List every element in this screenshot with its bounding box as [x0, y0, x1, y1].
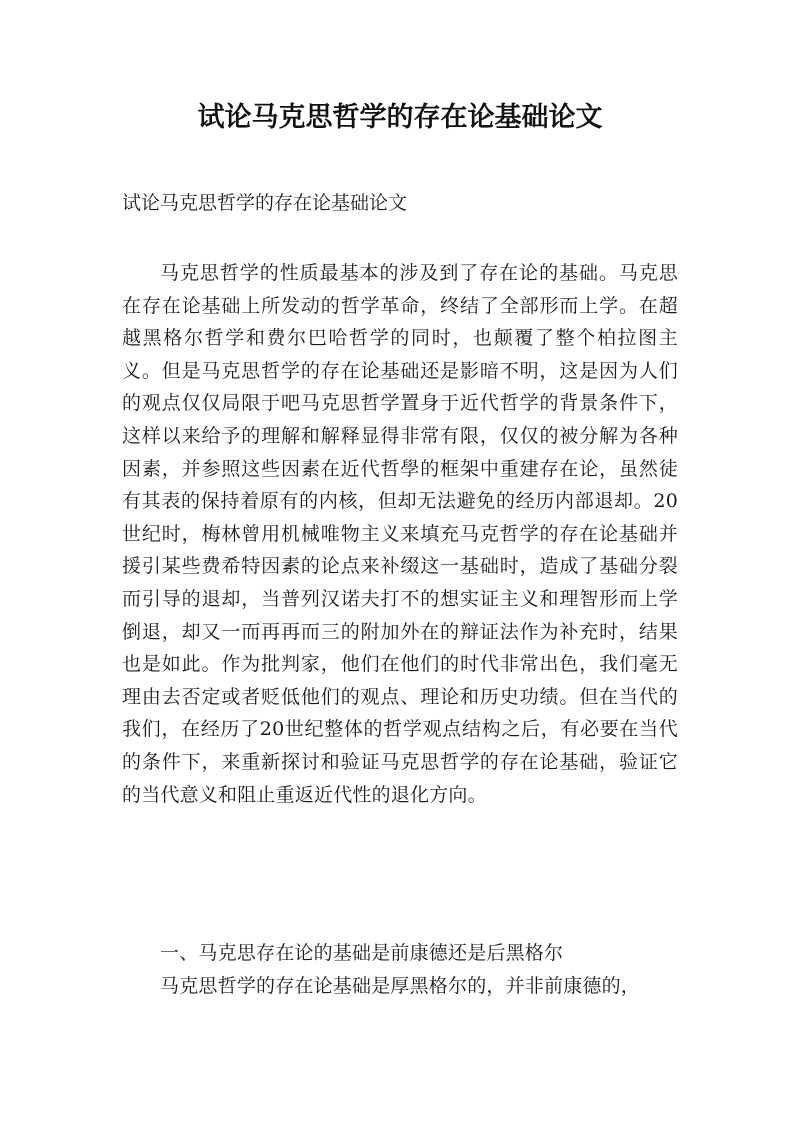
body-paragraph: 马克思哲学的性质最基本的涉及到了存在论的基础。马克思在存在论基础上所发动的哲学革命，终结了全部形而上学。在超越黑格尔哲学和费尔巴哈哲学的同时，也颠覆了整个柏拉图主义。但是马克思哲学的存在论基础还是影暗不明，这是因为人们的观点仅仅局限于吧马克思哲学置身于近代哲学的背景条件下，这样以来给予的理解和解释显得非常有限，仅仅的被分解为各种因素，并参照这些因素在近代哲學的框架中重建存在论，虽然徒有其表的保持着原有的内核，但却无法避免的经历内部退却。20世纪时，梅林曾用机械唯物主义来填充马克哲学的存在论基础并援引某些费希特因素的论点来补缀这一基础时，造成了基础分裂而引导的退却，当普列汉诺夫打不的想实证主义和理智形而上学倒退，却又一而再再而三的附加外在的辩证法作为补充时，结果也是如此。作为批判家，他们在他们的时代非常出色，我们毫无理由去否定或者贬低他们的观点、理论和历史功绩。但在当代的我们，在经历了20世纪整体的哲学观点结构之后，有必要在当代的条件下，来重新探讨和验证马克思哲学的存在论基础，验证它的当代意义和阻止重返近代性的退化方向。 [122, 262, 678, 806]
body-paragraph: 马克思哲学的存在论基础是厚黑格尔的，并非前康德的， [160, 975, 641, 997]
document-title: 试论马克思哲学的存在论基础论文 [197, 102, 603, 133]
section-heading: 一、马克思存在论的基础是前康德还是后黑格尔 [160, 942, 564, 964]
document-subtitle: 试论马克思哲学的存在论基础论文 [122, 192, 408, 214]
